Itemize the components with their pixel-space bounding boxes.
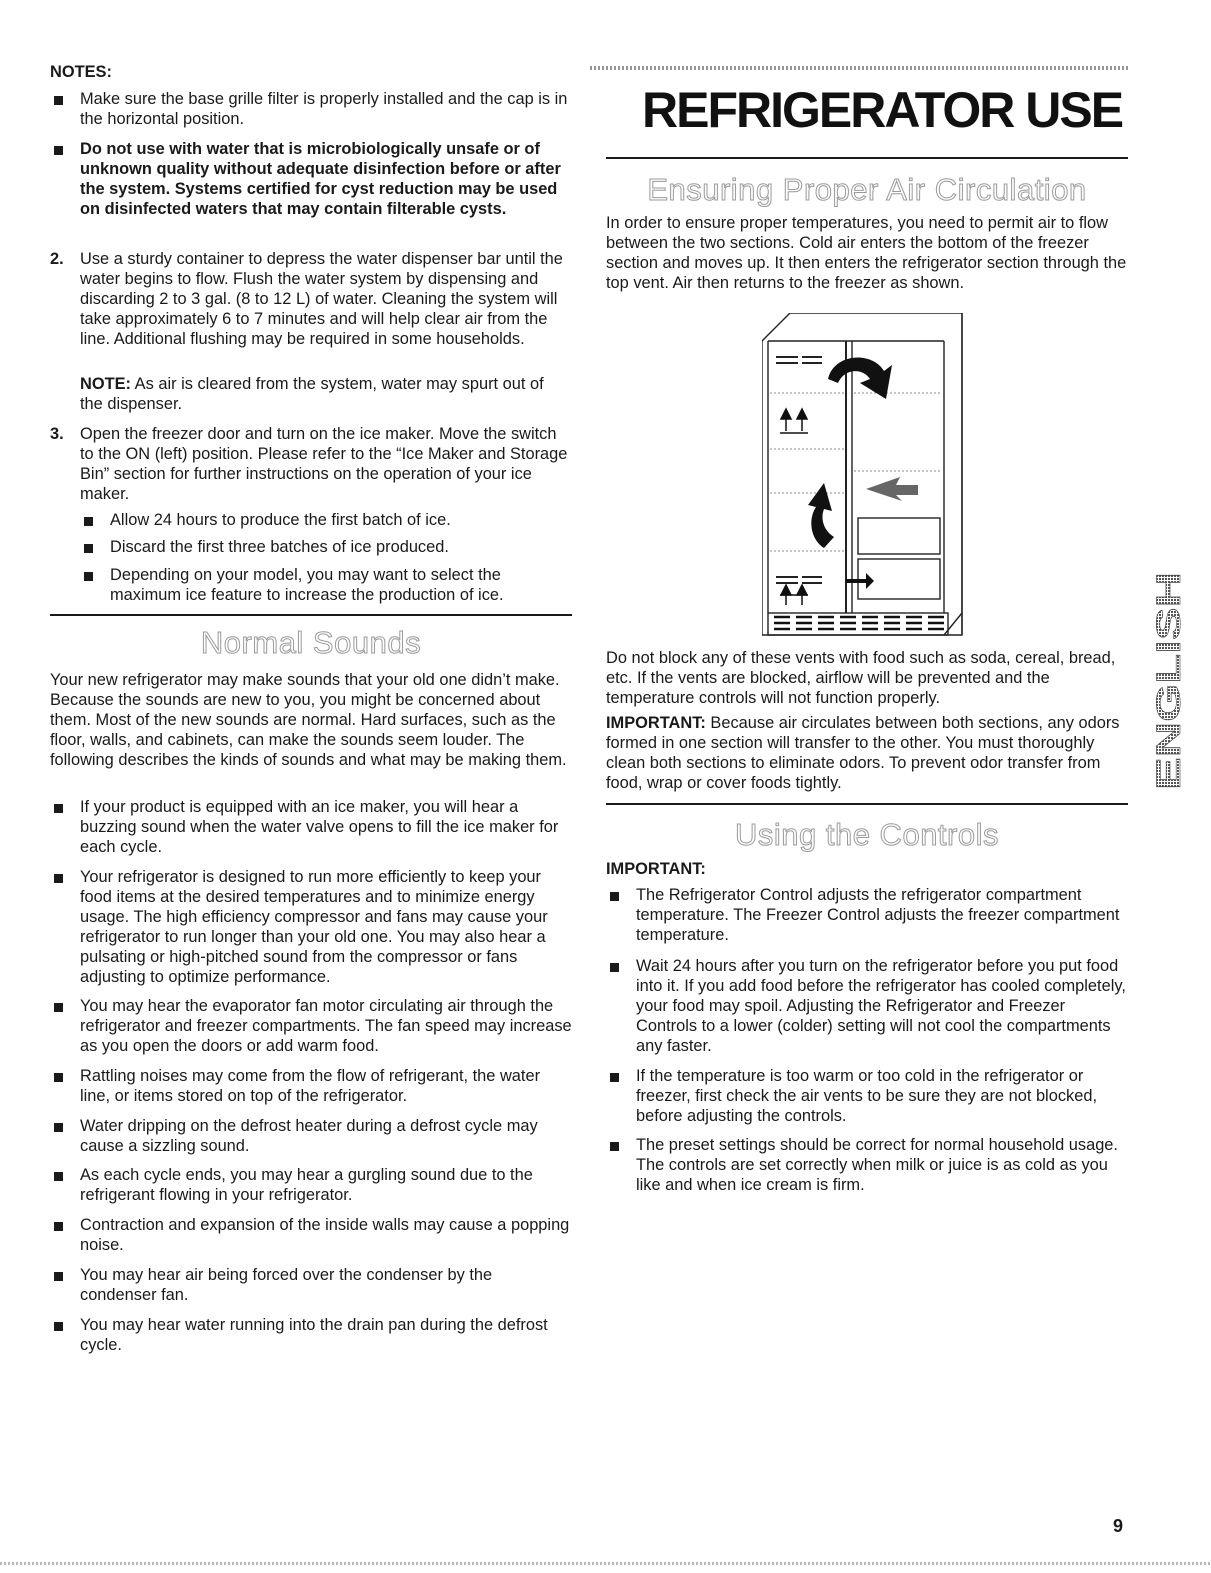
sounds-intro: Your new refrigerator may make sounds that your old one didn’t make. Because the sounds are new to you, you might be concerned about them. Most of the new sounds are normal. Hard surfaces, such as the floor, walls, and cabinets, can make the sounds seem louder. The following describes the kinds of sounds and what may be making them.	[50, 671, 567, 769]
section-divider	[50, 614, 572, 616]
bullet-square-icon	[54, 146, 63, 155]
bullet-square-icon	[54, 1172, 63, 1181]
sound-text: You may hear water running into the drain pan during the defrost cycle.	[80, 1316, 548, 1354]
sound-text: As each cycle ends, you may hear a gurgling sound due to the refrigerant flowing in your refrigerator.	[80, 1166, 533, 1204]
controls-important-label: IMPORTANT:	[606, 860, 706, 878]
bullet-text: Allow 24 hours to produce the first batch of ice.	[110, 511, 451, 529]
bullet-square-icon	[54, 874, 63, 883]
air-circulation-diagram	[762, 313, 974, 641]
bullet-square-icon	[54, 1003, 63, 1012]
step-number: 2.	[50, 250, 64, 268]
sound-text: Your refrigerator is designed to run more efficiently to keep your food items at the desired temperatures and to minimize energy usage. The high efficiency compressor and fans may cause your refrigerator to run longer than your old one. You may also hear a pulsating or high-pitched sound from the compressor or fans adjusting to optimize performance.	[80, 868, 548, 986]
step-number: 3.	[50, 425, 64, 443]
note-text: Do not use with water that is microbiologically unsafe or of unknown quality without adequate disinfection before or after the system. Systems certified for cyst reduction may be used on disinfected waters that may contain filterable cysts.	[80, 140, 561, 218]
important-note	[606, 713, 1128, 793]
control-text: The Refrigerator Control adjusts the refrigerator compartment temperature. The Freezer Control adjusts the freezer compartment temperature.	[636, 886, 1120, 944]
bullet-square-icon	[54, 1073, 63, 1082]
airflow-arrow-return	[866, 477, 918, 501]
air-block-text: Do not block any of these vents with food such as soda, cereal, bread, etc. If the vents are blocked, airflow will be prevented and the temperature controls will not function properly.	[606, 649, 1116, 707]
air-circulation-heading: Ensuring Proper Air Circulation	[647, 172, 1087, 207]
bottom-dotted-rule	[0, 1562, 1211, 1565]
bullet-square-icon	[54, 1322, 63, 1331]
using-controls-heading: Using the Controls	[734, 817, 999, 852]
step-text: Use a sturdy container to depress the water dispenser bar until the water begins to flow. Flush the water system by dispensing and discarding 2 to 3 gal. (8 to 12 L) of water. Cleaning the system will take approximately 6 to 7 minutes and will help clear air from the line. Additional flushing may be required in some households.	[80, 250, 563, 348]
section-divider	[606, 803, 1128, 805]
step-text: Open the freezer door and turn on the ice maker. Move the switch to the ON (left) position. Please refer to the “Ice Maker and Storage Bin” section for further instructions on the operation of your ice maker.	[80, 425, 568, 503]
bullet-square-icon	[54, 1272, 63, 1281]
bullet-square-icon	[54, 1123, 63, 1132]
sound-text: If your product is equipped with an ice maker, you will hear a buzzing sound when the water valve opens to fill the ice maker for each cycle.	[80, 798, 559, 856]
note-label: NOTE:	[80, 375, 131, 393]
bullet-square-icon	[54, 1222, 63, 1231]
bullet-square-icon	[610, 892, 619, 901]
sound-text: Rattling noises may come from the flow of refrigerant, the water line, or items stored on top of the refrigerator.	[80, 1067, 541, 1105]
step-note	[80, 374, 570, 414]
normal-sounds-heading: Normal Sounds	[200, 625, 422, 660]
section-divider	[606, 157, 1128, 159]
sound-text: You may hear the evaporator fan motor circulating air through the refrigerator and freezer compartments. The fan speed may increase as you open the doors or add warm food.	[80, 997, 572, 1055]
bullet-text: Discard the first three batches of ice produced.	[110, 538, 449, 556]
bullet-square-icon	[54, 804, 63, 813]
airflow-arrow-bottom	[846, 573, 874, 589]
language-tab	[1150, 568, 1188, 790]
bullet-square-icon	[84, 517, 93, 526]
language-tab-label: ENGLISH	[1150, 638, 1188, 790]
bullet-square-icon	[84, 544, 93, 553]
notes-heading: NOTES:	[50, 63, 112, 81]
control-text: Wait 24 hours after you turn on the refrigerator before you put food into it. If you add food before the refrigerator has cooled completely, your food may spoil. Adjusting the Refrigerator and Freezer Controls to a lower (colder) setting will not cool the compartments any faster.	[636, 957, 1126, 1055]
important-label: IMPORTANT:	[606, 714, 706, 732]
bullet-square-icon	[84, 572, 93, 581]
sound-text: You may hear air being forced over the condenser by the condenser fan.	[80, 1266, 493, 1304]
control-text: If the temperature is too warm or too cold in the refrigerator or freezer, first check the air vents to be sure they are not blocked, before adjusting the controls.	[636, 1067, 1097, 1125]
bullet-square-icon	[610, 1073, 619, 1082]
top-dotted-rule	[590, 66, 1128, 70]
sound-text: Water dripping on the defrost heater during a defrost cycle may cause a sizzling sound.	[80, 1117, 538, 1155]
bullet-square-icon	[610, 963, 619, 972]
page-number: 9	[1113, 1516, 1124, 1536]
page-title: REFRIGERATOR USE	[642, 82, 1123, 138]
note-text: Make sure the base grille filter is properly installed and the cap is in the horizontal position.	[80, 90, 568, 128]
control-text: The preset settings should be correct for normal household usage. The controls are set correctly when milk or juice is as cold as you like and when ice cream is firm.	[636, 1136, 1118, 1194]
bullet-text: Depending on your model, you may want to select the maximum ice feature to increase the production of ice.	[110, 566, 504, 604]
note-body: As air is cleared from the system, water may spurt out of the dispenser.	[80, 375, 544, 413]
bullet-square-icon	[610, 1142, 619, 1151]
bullet-square-icon	[54, 96, 63, 105]
important-body: Because air circulates between both sections, any odors formed in one section will transfer to the other. You must thoroughly clean both sections to eliminate odors. To prevent odor transfer from food, wrap or cover foods tightly.	[606, 714, 1120, 792]
air-intro: In order to ensure proper temperatures, you need to permit air to flow between the two sections. Cold air enters the bottom of the freezer section and moves up. It then enters the refrigerator section through the top vent. Air then returns to the freezer as shown.	[606, 214, 1127, 292]
sound-text: Contraction and expansion of the inside walls may cause a popping noise.	[80, 1216, 570, 1254]
